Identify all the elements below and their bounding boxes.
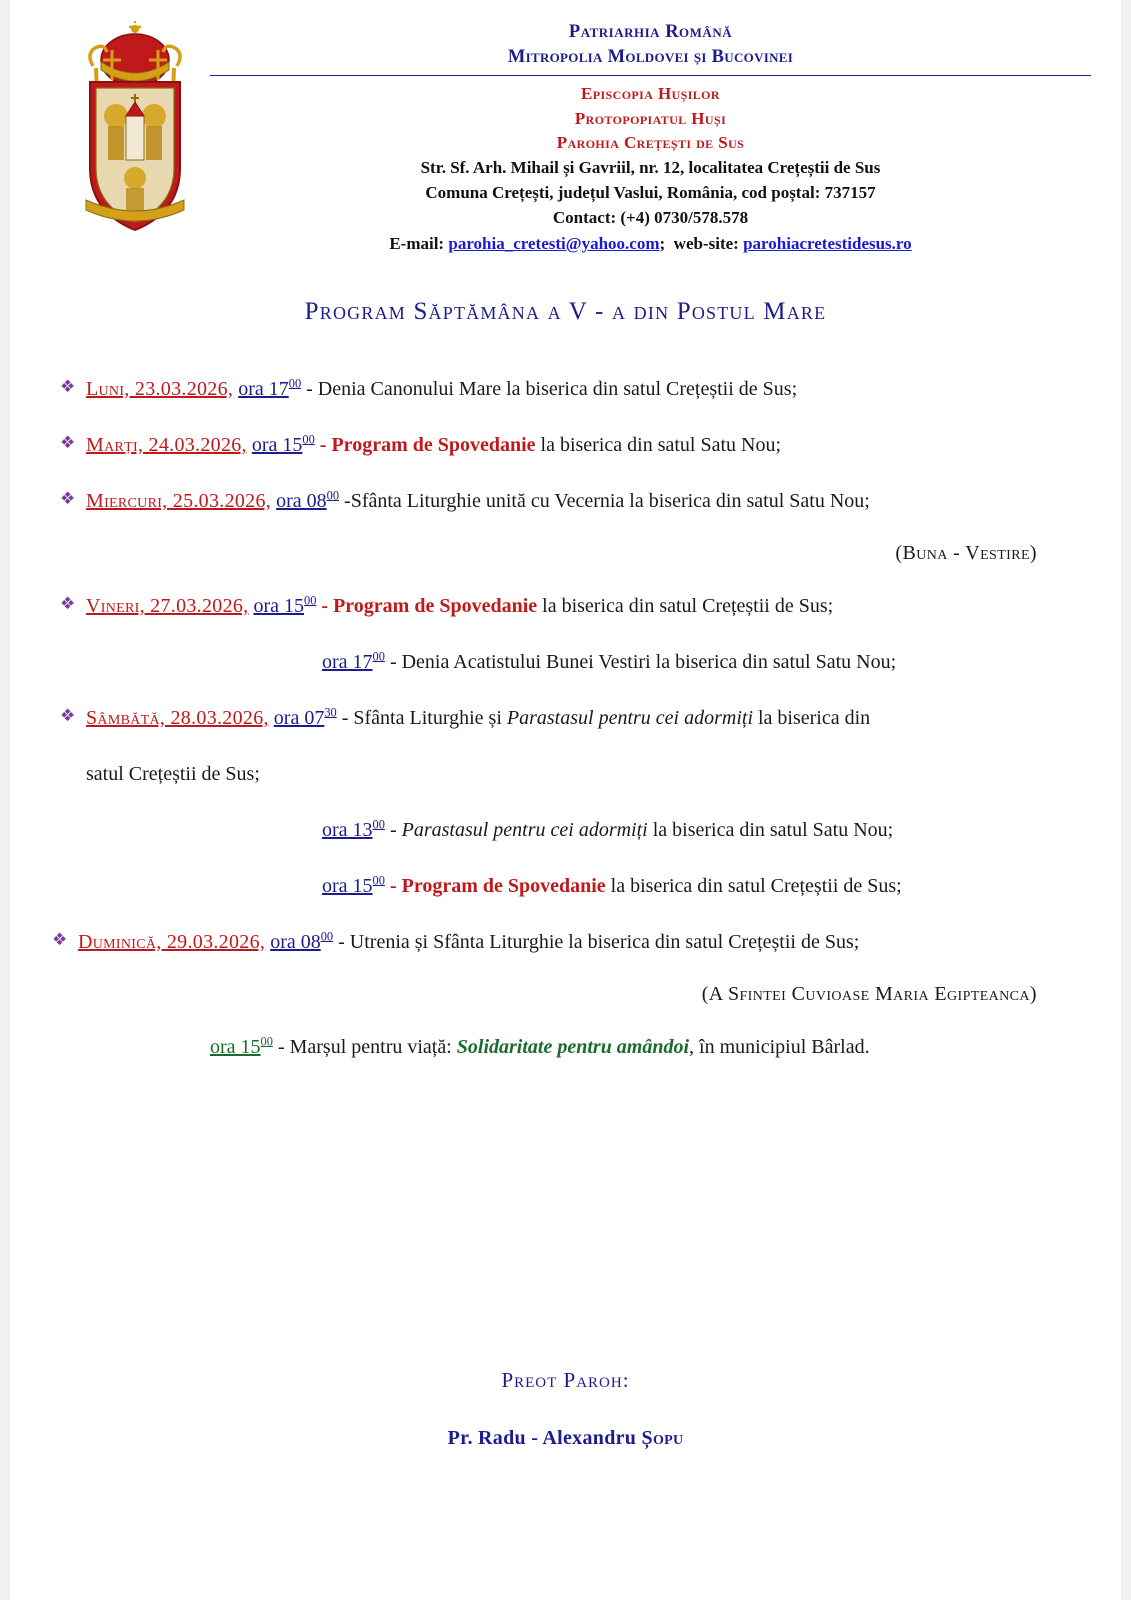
preot-name-plain: Pr. Radu - Alexandru bbox=[447, 1427, 642, 1449]
entry-hour-sup: 00 bbox=[288, 376, 302, 391]
entry-hour-sup: 00 bbox=[320, 929, 334, 944]
bullet-icon: ❖ bbox=[60, 706, 76, 726]
address-line-1: Str. Sf. Arh. Mihail și Gavriil, nr. 12, localitatea Crețeștii de Sus bbox=[420, 157, 881, 177]
entry-day: Miercuri, 25.03.2026, bbox=[86, 490, 272, 513]
entry-hour-sup: 00 bbox=[372, 873, 385, 888]
entry-description: - bbox=[384, 819, 402, 842]
page-edge-right bbox=[1121, 0, 1131, 1600]
entry-hour: ora 15 bbox=[251, 434, 303, 457]
entry-description: - Sfânta Liturghie și bbox=[336, 707, 507, 730]
org-line-1: Patriarhia Română bbox=[568, 22, 733, 42]
entry-hour: ora 15 bbox=[322, 875, 373, 898]
email-label: E-mail: bbox=[389, 233, 445, 253]
entry-text bbox=[86, 591, 1079, 621]
entry-hour-sup: 30 bbox=[324, 705, 337, 720]
entry-hour-sup: 00 bbox=[372, 649, 385, 664]
entry-highlight: - Program de Spovedanie bbox=[314, 434, 536, 457]
entry-hour: ora 15 bbox=[210, 1036, 261, 1059]
header-divider bbox=[210, 75, 1091, 76]
entry-highlight: - Program de Spovedanie bbox=[384, 875, 606, 898]
entry-description-after: , în municipiul Bârlad. bbox=[689, 1036, 870, 1059]
bullet-icon: ❖ bbox=[60, 377, 76, 397]
entry-hour: ora 08 bbox=[276, 490, 327, 513]
bullet-icon: ❖ bbox=[52, 930, 68, 950]
sub-entry-sambata-13 bbox=[60, 815, 1079, 845]
website-label: web-site: bbox=[673, 233, 739, 253]
list-item bbox=[52, 927, 1079, 957]
entry-hour-sup: 00 bbox=[304, 593, 317, 608]
schedule-list bbox=[0, 374, 1131, 1062]
entry-hour-sup: 00 bbox=[326, 488, 340, 503]
bullet-icon: ❖ bbox=[60, 594, 76, 614]
preot-name bbox=[0, 1427, 1131, 1450]
list-item bbox=[60, 591, 1079, 621]
entry-hour: ora 15 bbox=[253, 595, 305, 618]
entry-italic: Parastasul pentru cei adormiți bbox=[506, 707, 753, 730]
document-footer bbox=[0, 1368, 1131, 1450]
sambata-continuation: satul Crețeștii de Sus; bbox=[86, 763, 260, 786]
entry-description: la biserica din satul Crețeștii de Sus; bbox=[537, 595, 834, 618]
entry-hour: ora 07 bbox=[273, 707, 325, 730]
mars-pentru-viata-line bbox=[60, 1032, 1079, 1062]
entry-text bbox=[86, 486, 1079, 516]
sub-entry-vineri bbox=[60, 647, 1079, 677]
entry-hour-sup: 00 bbox=[372, 817, 385, 832]
sub-entry-sambata-15 bbox=[60, 871, 1079, 901]
entry-highlight: Solidaritate pentru amândoi bbox=[456, 1036, 690, 1059]
preot-paroh-label: Preot Paroh: bbox=[501, 1368, 630, 1392]
entry-day: Marți, 24.03.2026, bbox=[86, 434, 247, 457]
coat-of-arms-icon bbox=[60, 20, 210, 250]
list-item bbox=[60, 374, 1079, 404]
entry-hour: ora 08 bbox=[270, 931, 321, 954]
protopopiat-line: Protopopiatul Huși bbox=[574, 108, 727, 128]
bullet-icon: ❖ bbox=[60, 489, 76, 509]
entry-hour: ora 13 bbox=[322, 819, 373, 842]
entry-day: Duminică, 29.03.2026, bbox=[78, 931, 266, 954]
email-separator: ; bbox=[659, 233, 670, 253]
entry-text bbox=[78, 927, 1079, 957]
eparhie-line: Episcopia Hușilor bbox=[581, 83, 720, 103]
entry-italic: Parastasul pentru cei adormiți bbox=[401, 819, 648, 842]
org-line-2: Mitropolia Moldovei și Bucovinei bbox=[507, 46, 794, 67]
preot-name-surname: Șopu bbox=[641, 1427, 684, 1449]
address-line-2: Comuna Crețești, județul Vaslui, România, cod poștal: 737157 bbox=[425, 182, 876, 202]
entry-day: Vineri, 27.03.2026, bbox=[86, 595, 249, 618]
entry-description: - Denia Canonului Mare la biserica din satul Crețeștii de Sus; bbox=[301, 378, 798, 401]
entry-hour-sup: 00 bbox=[260, 1034, 273, 1049]
entry-text bbox=[86, 430, 1079, 460]
entry-text bbox=[86, 703, 1079, 733]
entry-hour-sup: 00 bbox=[302, 432, 315, 447]
entry-description: -Sfânta Liturghie unită cu Vecernia la biserica din satul Satu Nou; bbox=[339, 490, 870, 513]
entry-hour: ora 17 bbox=[322, 651, 373, 674]
note-sfanta-maria: (A Sfintei Cuvioase Maria Egipteanca) bbox=[701, 983, 1037, 1006]
entry-text bbox=[86, 374, 1079, 404]
email-link[interactable]: parohia_cretesti@yahoo.com bbox=[448, 233, 660, 253]
list-item bbox=[60, 486, 1079, 516]
parohie-line: Parohia Crețești de Sus bbox=[556, 133, 745, 153]
document-header bbox=[0, 0, 1131, 256]
email-line bbox=[210, 231, 1091, 257]
entry-highlight: - Program de Spovedanie bbox=[316, 595, 538, 618]
note-buna-vestire: (Buna - Vestire) bbox=[895, 542, 1037, 565]
entry-day: Sâmbătă, 28.03.2026, bbox=[86, 707, 269, 730]
page-edge-left bbox=[0, 0, 10, 1600]
page-title: Program Săptămâna a V - a din Postul Mare bbox=[304, 298, 827, 326]
entry-description-after: la biserica din bbox=[753, 707, 871, 730]
list-item bbox=[60, 430, 1079, 460]
contact-line: Contact: (+4) 0730/578.578 bbox=[552, 208, 749, 228]
entry-hour: ora 17 bbox=[238, 378, 289, 401]
entry-description: - Utrenia și Sfânta Liturghie la biserica din satul Crețeștii de Sus; bbox=[333, 931, 860, 954]
entry-description: - Marșul pentru viață: bbox=[272, 1036, 457, 1059]
entry-description: la biserica din satul Satu Nou; bbox=[535, 434, 782, 457]
entry-day: Luni, 23.03.2026, bbox=[86, 378, 234, 401]
bullet-icon: ❖ bbox=[60, 433, 76, 453]
website-link[interactable]: parohiacretestidesus.ro bbox=[743, 233, 912, 253]
entry-description-after: la biserica din satul Crețeștii de Sus; bbox=[605, 875, 902, 898]
entry-description: - Denia Acatistului Bunei Vestiri la biserica din satul Satu Nou; bbox=[384, 651, 897, 674]
list-item bbox=[60, 703, 1079, 733]
entry-description-after: la biserica din satul Satu Nou; bbox=[647, 819, 894, 842]
